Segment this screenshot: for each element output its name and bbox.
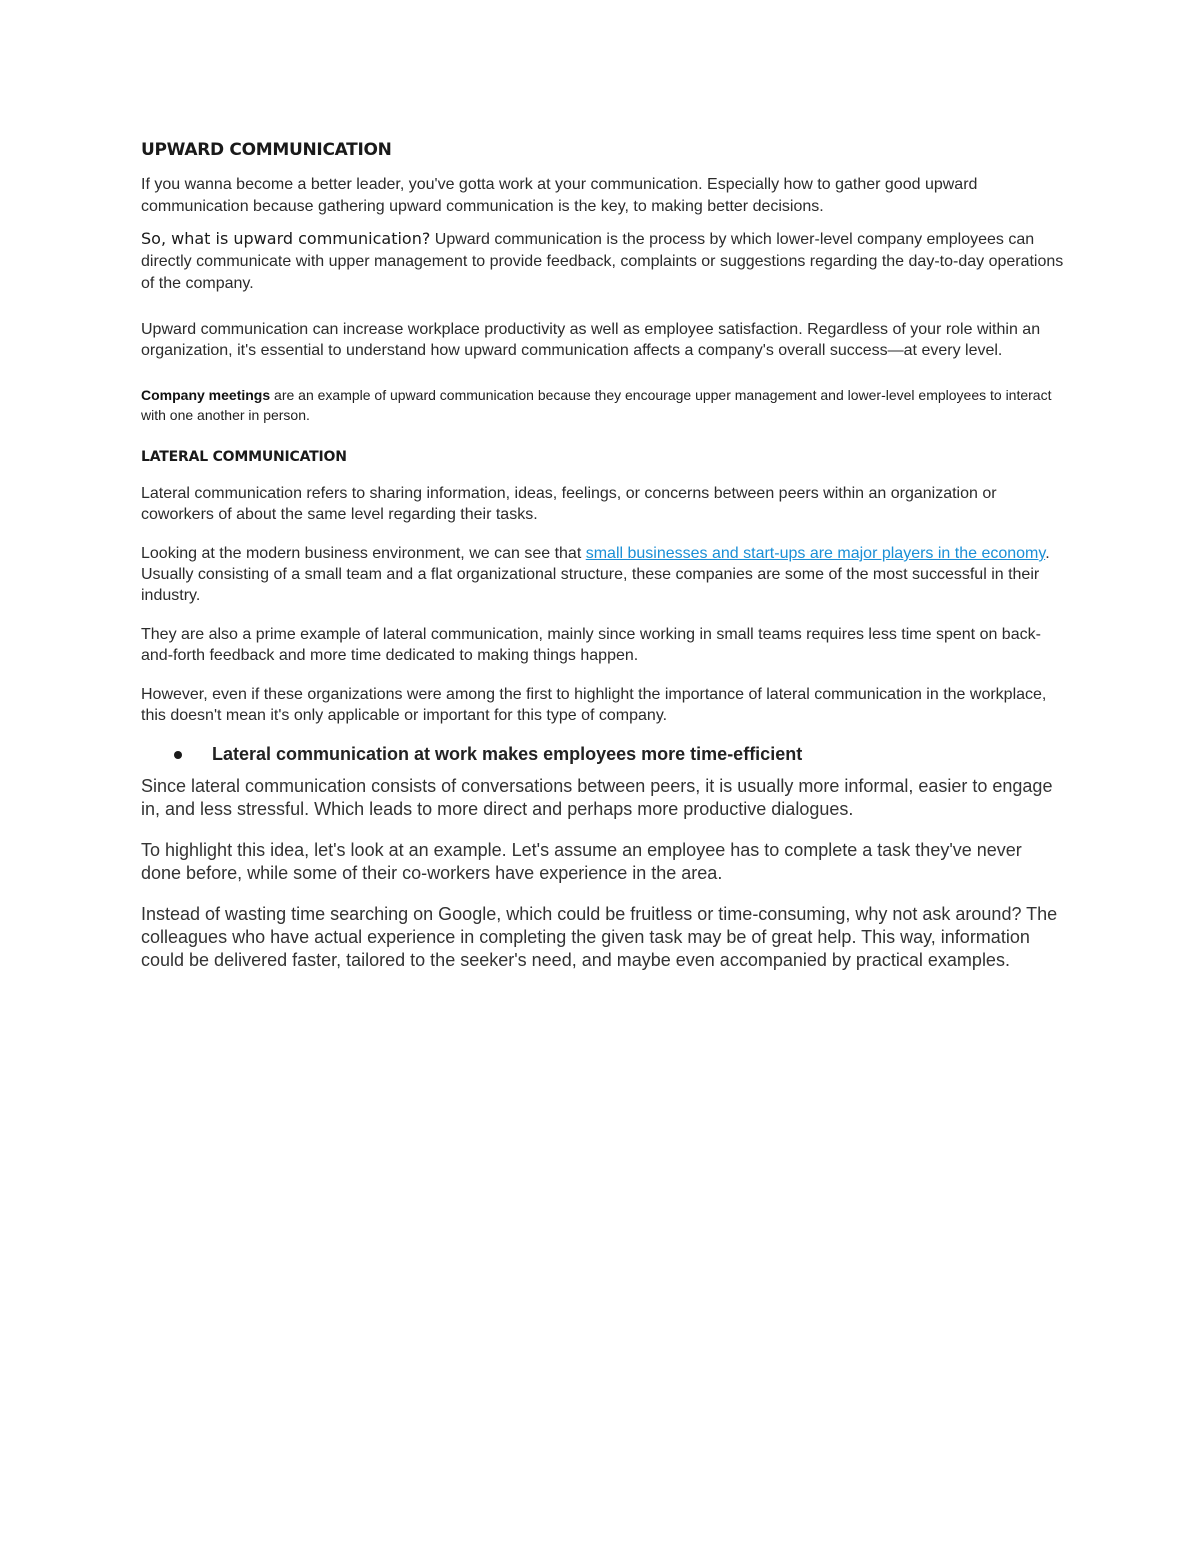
bullet-text: Lateral communication at work makes employees more time-efficient [212,744,803,764]
google-paragraph: Instead of wasting time searching on Google, which could be fruitless or time-consuming, why not ask around? The colleagues who have actual experience in completing the given task may be of great help. This way, information could be delivered faster, tailored to the seeker's need, and maybe even accompanied by practical examples. [141,904,1058,970]
section-heading-lateral: LATERAL COMMUNICATION [141,449,347,465]
bullet-icon [174,751,182,759]
productivity-paragraph: Upward communication can increase workplace productivity as well as employee satisfaction. Regardless of your role within an organization, it's essential to understand how upward communication affects a company's overall success—at every level. [141,321,1041,359]
modern-business-paragraph [141,543,1066,606]
lateral-definition-paragraph: Lateral communication refers to sharing information, ideas, feelings, or concerns between peers within an organization or coworkers of about the same level regarding their tasks. [141,485,997,523]
definition-paragraph [141,228,1066,295]
list-item [174,744,1066,765]
page-title: UPWARD COMMUNICATION [141,140,392,160]
question-lead: So, what is upward communication? [141,229,431,248]
prime-example-paragraph: They are also a prime example of lateral communication, mainly since working in small teams requires less time spent on back-and-forth feedback and more time dedicated to making things happen. [141,626,1041,664]
meetings-rest: are an example of upward communication because they encourage upper management and lower-level employees to interact with one another in person. [141,387,1052,423]
small-businesses-link[interactable]: small businesses and start-ups are major players in the economy [585,545,1046,562]
example-paragraph: To highlight this idea, let's look at an example. Let's assume an employee has to complete a task they've never done before, while some of their co-workers have experience in the area. [141,840,1022,883]
question-body: Upward communication is the process by which lower-level company employees can directly communicate with upper management to provide feedback, complaints or suggestions regarding the day-to-day operations of the company. [141,231,1064,292]
meetings-paragraph [141,385,1066,425]
meetings-bold: Company meetings [141,387,271,403]
document-body [141,140,1066,972]
modern-after: . Usually consisting of a small team and a flat organizational structure, these companies are some of the most successful in their industry. [141,545,1050,604]
peers-paragraph: Since lateral communication consists of conversations between peers, it is usually more informal, easier to engage in, and less stressful. Which leads to more direct and perhaps more productive dialogues. [141,776,1053,819]
however-paragraph: However, even if these organizations were among the first to highlight the importance of lateral communication in the workplace, this doesn't mean it's only applicable or important for this type of company. [141,686,1047,724]
modern-before: Looking at the modern business environment, we can see that [141,545,586,562]
intro-paragraph: If you wanna become a better leader, you've gotta work at your communication. Especially how to gather good upward communication because gathering upward communication is the key, to making better decisions. [141,176,978,215]
